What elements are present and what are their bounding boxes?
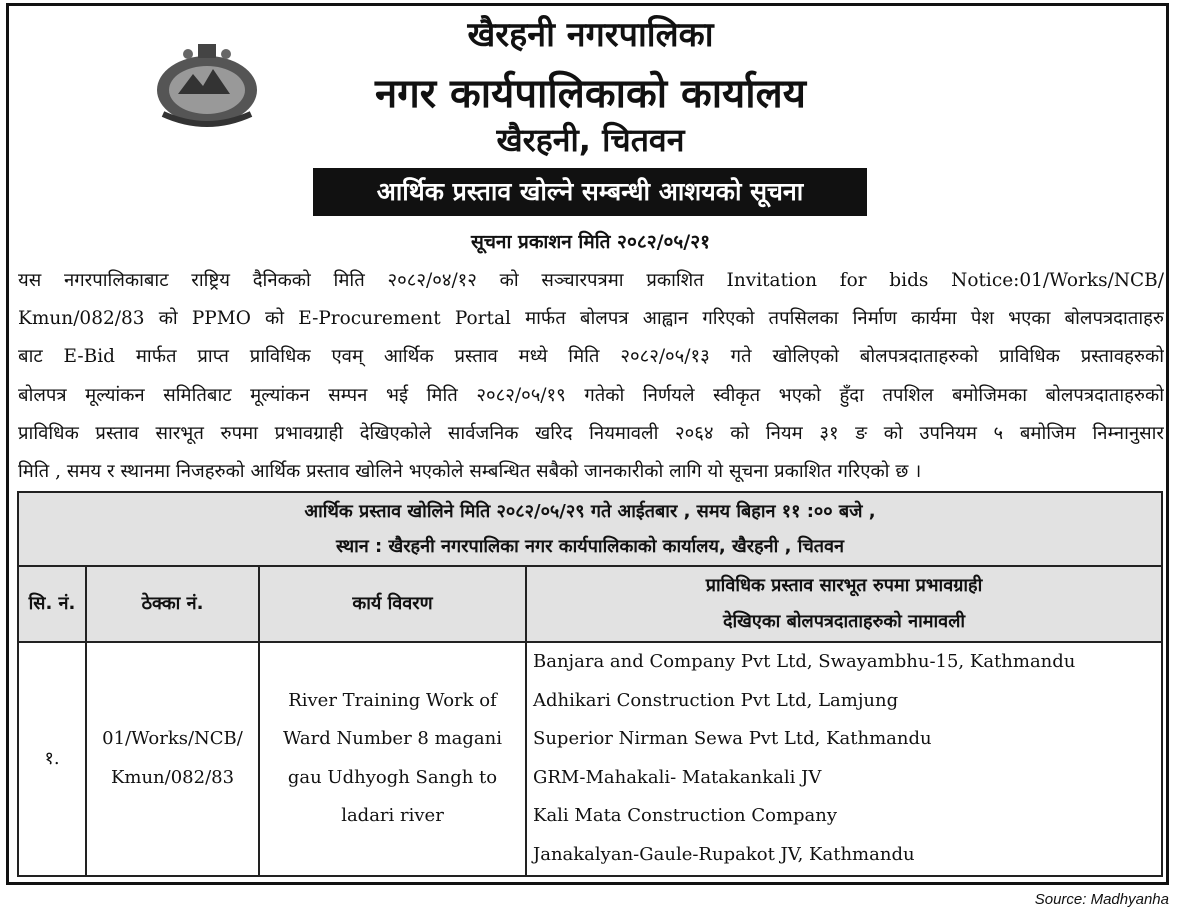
header-bidders (526, 566, 1162, 642)
contract-no-line: Kmun/082/83 (110, 766, 235, 788)
municipality-name: खैरहनी नगरपालिका (467, 15, 714, 55)
bidder-name: Janakalyan-Gaule-Rupakot JV, Kathmandu (533, 843, 915, 865)
cell-sn: १. (18, 642, 86, 876)
body-line: बोलपत्र मूल्यांकन समितिबाट मूल्यांकन सम्पन भई मिति २०८२/०५/१९ गतेको निर्णयले स्वीकृत भएको हुँदा तपशिल बमोजिमका बोलपत्रदाताहरुको (18, 384, 1164, 406)
body-line: बाट E-Bid मार्फत प्राप्त प्राविधिक एवम् आर्थिक प्रस्ताव मध्ये मिति २०८२/०५/१३ गते खोलिएको बोलपत्रदाताहरुको प्राविधिक प्रस्तावहरुको (18, 346, 1164, 368)
header-sn: सि. नं. (18, 566, 86, 642)
office-location: खैरहनी, चितवन (496, 121, 685, 159)
publication-date: सूचना प्रकाशन मिति २०८२/०५/२१ (471, 231, 710, 253)
header-work-description: कार्य विवरण (259, 566, 526, 642)
cell-contract-no (86, 642, 259, 876)
bidder-name: Banjara and Company Pvt Ltd, Swayambhu-15, Kathmandu (533, 651, 1076, 672)
work-line: gau Udhyogh Sangh to (287, 766, 498, 788)
bidder-name: Adhikari Construction Pvt Ltd, Lamjung (533, 689, 899, 711)
opening-info (18, 492, 1162, 566)
header-bidders-line1: प्राविधिक प्रस्ताव सारभूत रुपमा प्रभावग्राही (705, 575, 983, 596)
bidder-name: Superior Nirman Sewa Pvt Ltd, Kathmandu (533, 728, 932, 750)
cell-bidders (526, 642, 1162, 876)
body-line: यस नगरपालिकाबाट राष्ट्रिय दैनिकको मिति २०८२/०४/१२ को सञ्चारपत्रमा प्रकाशित Invitation for bids Notice:01/Works/NCB/ (18, 270, 1164, 291)
work-line: ladari river (341, 805, 444, 827)
bidder-name: GRM-Mahakali- Matakankali JV (533, 766, 822, 788)
body-line: प्राविधिक प्रस्ताव सारभूत रुपमा प्रभावग्राही देखिएकोले सार्वजनिक खरिद नियमावली २०६४ को नियम ३१ ङ को उपनियम ५ बमोजिम निम्नानुसार (18, 422, 1164, 444)
opening-place: स्थान : खैरहनी नगरपालिका नगर कार्यपालिकाको कार्यालय, खैरहनी , चितवन (335, 536, 845, 557)
office-name: नगर कार्यपालिकाको कार्यालय (375, 71, 806, 117)
source-credit: Source: Madhyanha (1034, 891, 1169, 908)
body-line: Kmun/082/83 को PPMO को E-Procurement Portal मार्फत बोलपत्र आह्वान गरिएको तपसिलका निर्माण कार्यमा पेश भएका बोलपत्रदाताहरु (18, 308, 1164, 330)
bidders-table (17, 491, 1163, 877)
table-header-row (18, 566, 1162, 642)
work-line: Ward Number 8 magani (282, 728, 502, 750)
cell-work-description (259, 642, 526, 876)
header-bidders-line2: देखिएका बोलपत्रदाताहरुको नामावली (722, 611, 966, 632)
opening-date-time: आर्थिक प्रस्ताव खोलिने मिति २०८२/०५/२९ गते आईतबार , समय बिहान ११ :०० बजे , (304, 501, 876, 522)
notice-body (18, 262, 1164, 491)
work-line: River Training Work of (288, 689, 497, 711)
contract-no-line: 01/Works/NCB/ (102, 728, 243, 750)
notice-title: आर्थिक प्रस्ताव खोल्ने सम्बन्धी आशयको सूचना (313, 168, 867, 216)
body-line: मिति , समय र स्थानमा निजहरुको आर्थिक प्रस्ताव खोलिने भएकोले सम्बन्धित सबैको जानकारीको लागि यो सूचना प्रकाशित गरिएको छ । (18, 461, 922, 483)
bidder-name: Kali Mata Construction Company (533, 805, 838, 827)
table-row (18, 642, 1162, 876)
header-contract-no: ठेक्का नं. (86, 566, 259, 642)
